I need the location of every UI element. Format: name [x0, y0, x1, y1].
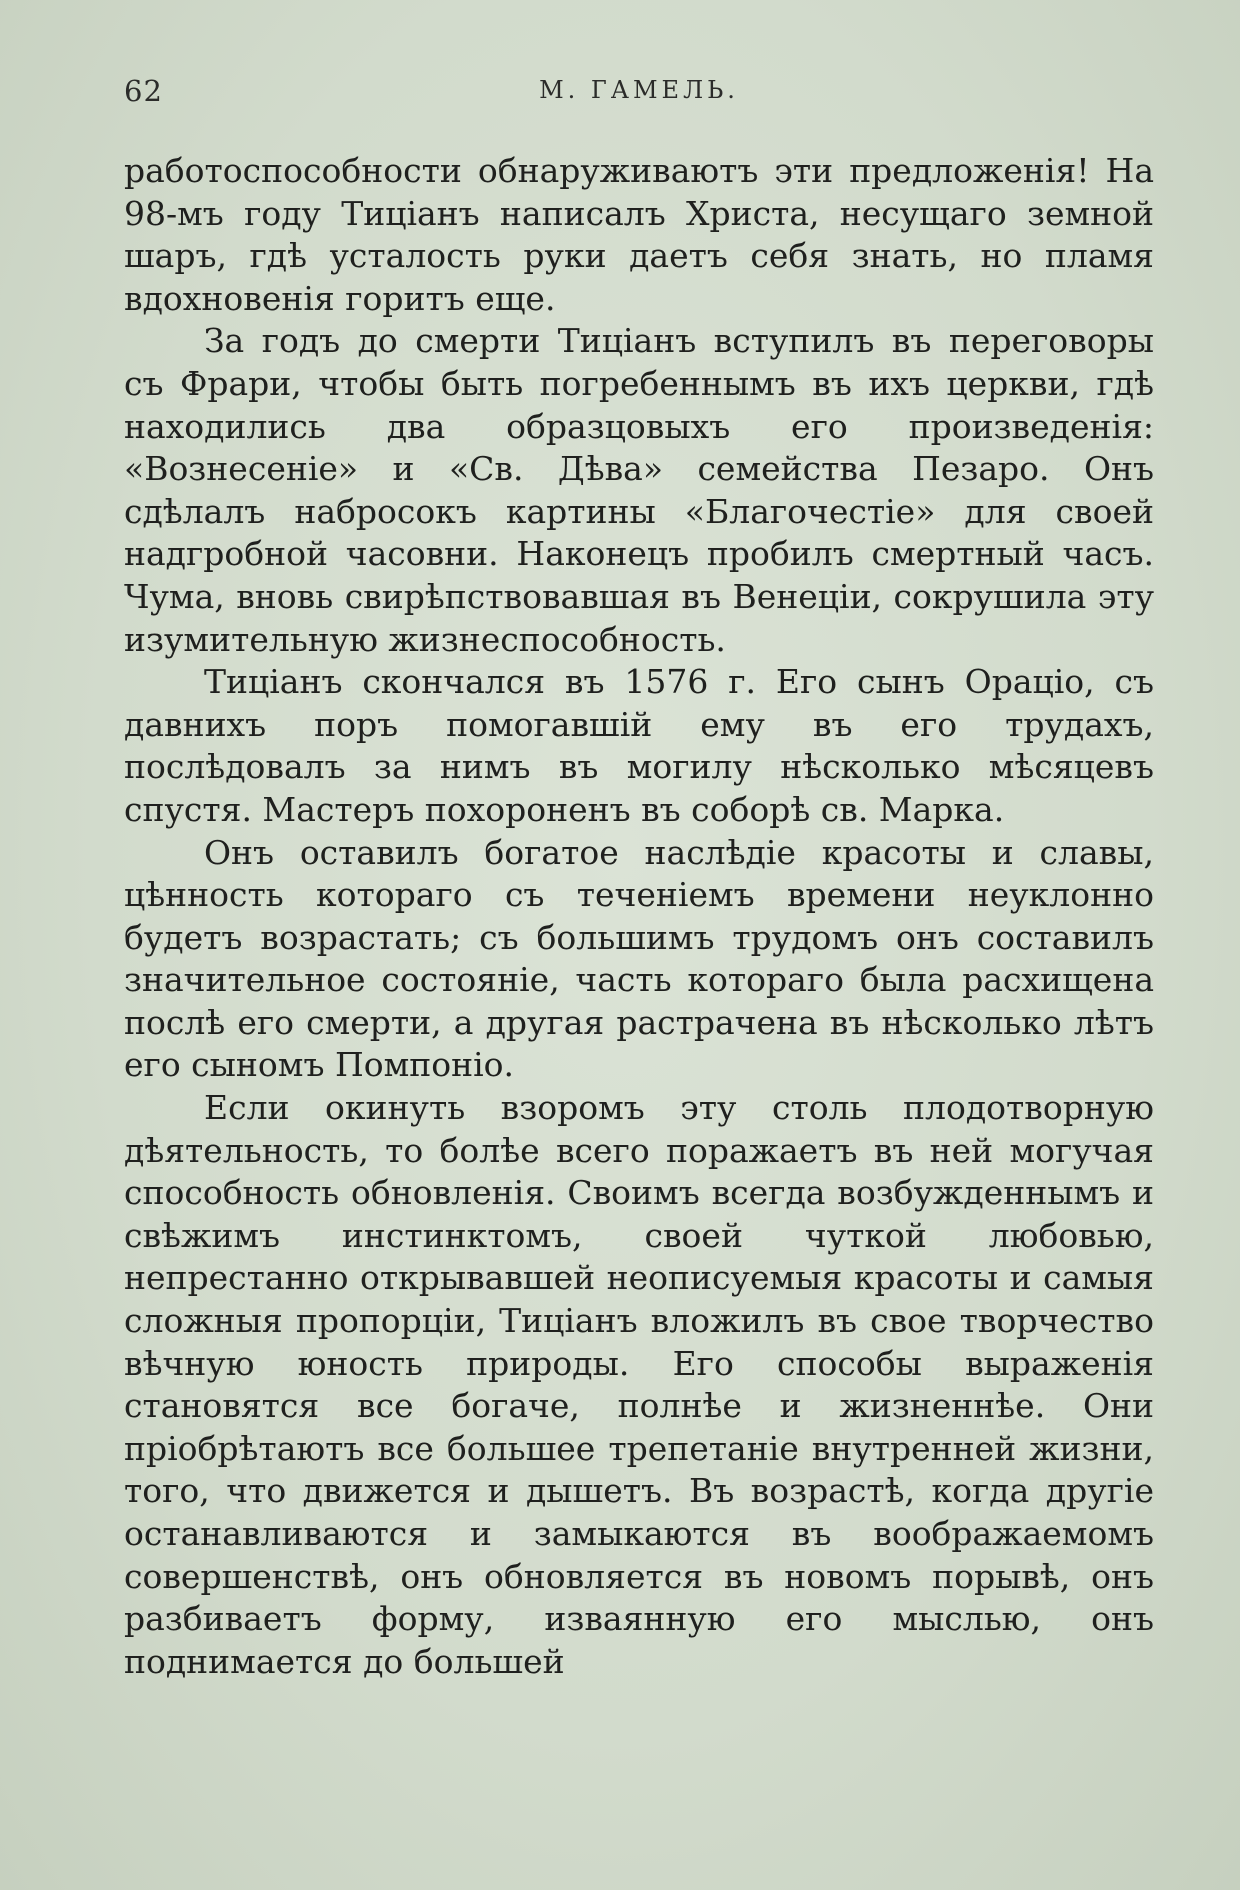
paragraph: Если окинуть взоромъ эту столь плодотворную дѣятельность, то болѣе всего поражаетъ въ ней могучая способность обновленія. Своимъ всегда возбужденнымъ и свѣжимъ инстинктомъ, своей чуткой любовью, непрестанно открывавшей неописуемыя красоты и самыя сложныя пропорціи, Тиціанъ вложилъ въ свое творчество вѣчную юность природы. Его способы выраженія становятся все богаче, полнѣе и жизненнѣе. Они пріобрѣтаютъ все большее трепетаніе внутренней жизни, того, что движется и дышетъ. Въ возрастѣ, когда другіе останавливаются и замыкаются въ воображаемомъ совершенствѣ, онъ обновляется въ новомъ порывѣ, онъ разбиваетъ форму, изваянную его мыслью, онъ поднимается до большей [124, 1088, 1154, 1681]
body-text [124, 150, 1154, 1683]
running-head: М. ГАМЕЛЬ. [539, 76, 739, 104]
paragraph: работоспособности обнаруживаютъ эти предложенія! На 98-мъ году Тиціанъ написалъ Христа, несущаго земной шаръ, гдѣ усталость руки даетъ себя знать, но пламя вдохновенія горитъ еще. [124, 151, 1154, 318]
paragraph: Онъ оставилъ богатое наслѣдіе красоты и славы, цѣнность котораго съ теченіемъ времени неуклонно будетъ возрастать; съ большимъ трудомъ онъ составилъ значительное состояніе, часть котораго была расхищена послѣ его смерти, а другая растрачена въ нѣсколько лѣтъ его сыномъ Помпоніо. [124, 832, 1154, 1085]
page-number: 62 [124, 74, 163, 108]
paragraph: За годъ до смерти Тиціанъ вступилъ въ переговоры съ Фрари, чтобы быть погребеннымъ въ ихъ церкви, гдѣ находились два образцовыхъ его произведенія: «Вознесеніе» и «Св. Дѣва» семейства Пезаро. Онъ сдѣлалъ набросокъ картины «Благочестіе» для своей надгробной часовни. Наконецъ пробилъ смертный часъ. Чума, вновь свирѣпствовавшая въ Венеціи, сокрушила эту изумительную жизнеспособность. [124, 321, 1154, 659]
paragraph: Тиціанъ скончался въ 1576 г. Его сынъ Oраціо, съ давнихъ поръ помогавшій ему въ его трудахъ, послѣдовалъ за нимъ въ могилу нѣсколько мѣсяцевъ спустя. Мастеръ похороненъ въ соборѣ св. Марка. [124, 662, 1154, 829]
page-header [124, 74, 1154, 114]
